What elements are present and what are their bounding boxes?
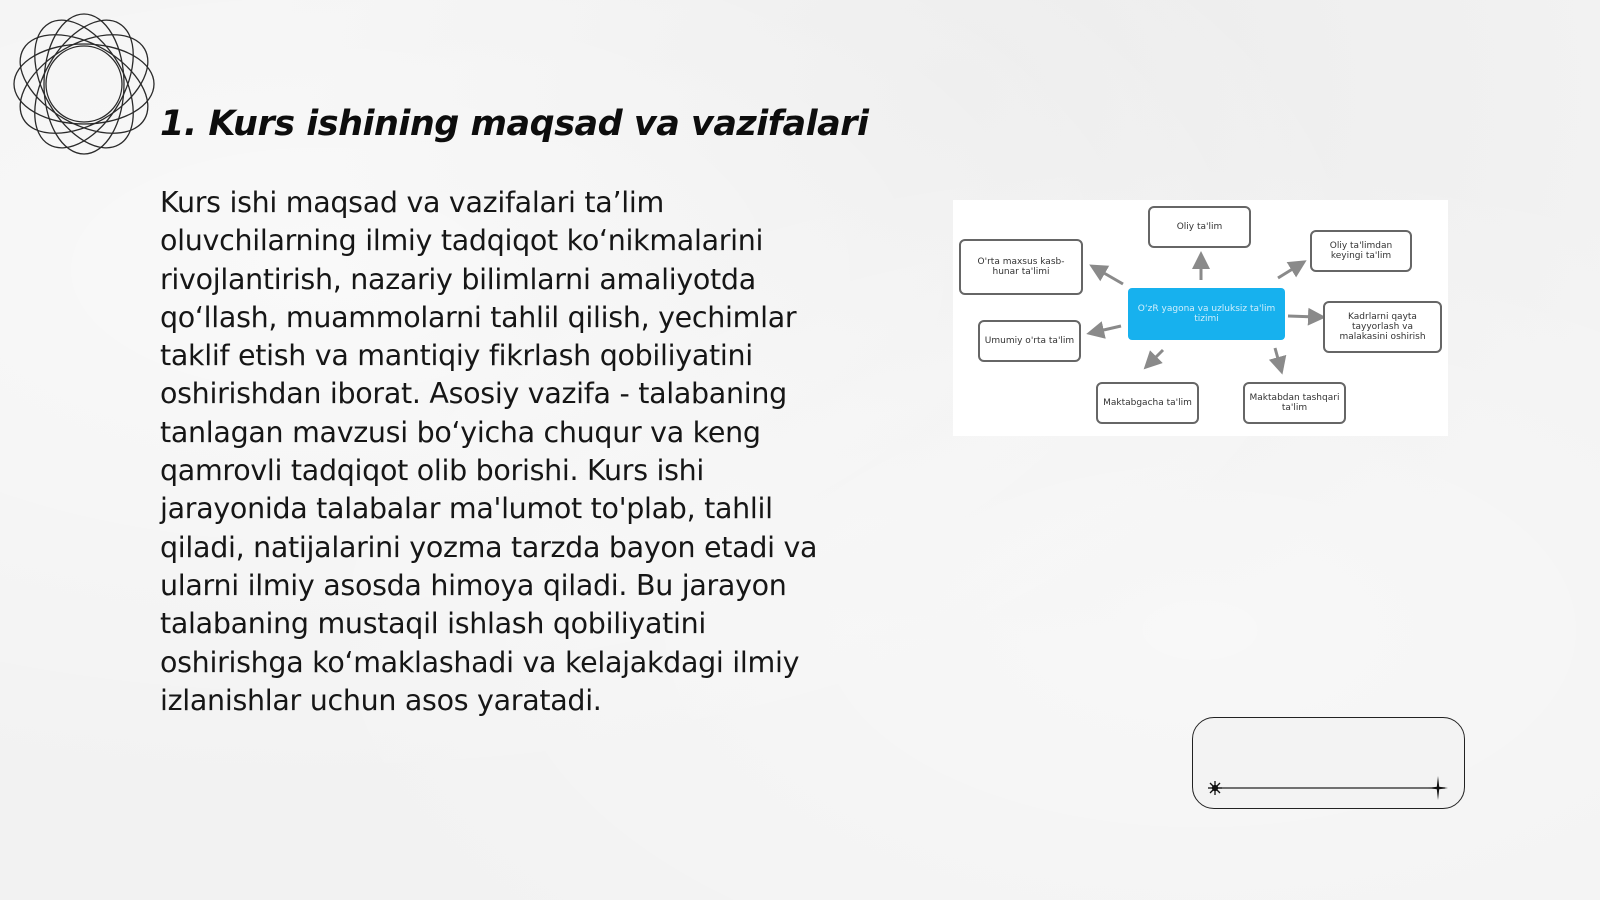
- arrow-up-right: [1278, 265, 1299, 278]
- diagram-node-right: Kadrlarni qayta tayyorlash va malakasini oshirish: [1323, 301, 1442, 353]
- arrow-down-right: [1275, 348, 1280, 366]
- slide-body-text: Kurs ishi maqsad va vazifalari ta’lim oluvchilarning ilmiy tadqiqot ko‘nikmalarini rivojlantirish, nazariy bilimlarni amaliyotda qo‘llash, muammolarni tahlil qilish, yechimlar taklif etish va mantiqiy fikrlash qobiliyatini oshirishdan iborat. Asosiy vazifa - talabaning tanlagan mavzusi bo‘yicha chuqur va keng qamrovli tadqiqot olib borishi. Kurs ishi jarayonida talabalar ma'lumot to'plab, tahlil qiladi, natijalarini yozma tarzda bayon etadi va ularni ilmiy asosda himoya qiladi. Bu jarayon talabaning mustaqil ishlash qobiliyatini oshirishga ko‘maklashadi va kelajakdagi ilmiy izlanishlar uchun asos yaratadi.: [160, 186, 818, 717]
- arrow-down-left: [1150, 350, 1163, 363]
- sunburst-icon: [1208, 781, 1222, 795]
- diagram-node-top-left: O'rta maxsus kasb-hunar ta'limi: [959, 239, 1083, 295]
- diagram-node-bottom-right: Maktabdan tashqari ta'lim: [1243, 382, 1346, 424]
- diagram-node-bottom-left: Maktabgacha ta'lim: [1096, 382, 1199, 424]
- rosette-ornament-icon: [10, 10, 158, 158]
- slider-track: [1193, 718, 1466, 810]
- slide-title: 1. Kurs ishining maqsad va vazifalari: [160, 104, 869, 144]
- diagram-node-left: Umumiy o'rta ta'lim: [978, 320, 1081, 362]
- arrow-left: [1095, 326, 1121, 332]
- education-system-diagram: [953, 200, 1448, 436]
- diagram-center-node: O‘zR yagona va uzluksiz ta'lim tizimi: [1128, 288, 1285, 340]
- arrow-up-left: [1097, 269, 1123, 284]
- decorative-slider-card: [1192, 717, 1465, 809]
- sparkle-icon: [1428, 776, 1448, 800]
- diagram-node-top: Oliy ta'lim: [1148, 206, 1251, 248]
- diagram-node-top-right: Oliy ta'limdan keyingi ta'lim: [1310, 230, 1412, 272]
- arrow-right: [1288, 316, 1317, 317]
